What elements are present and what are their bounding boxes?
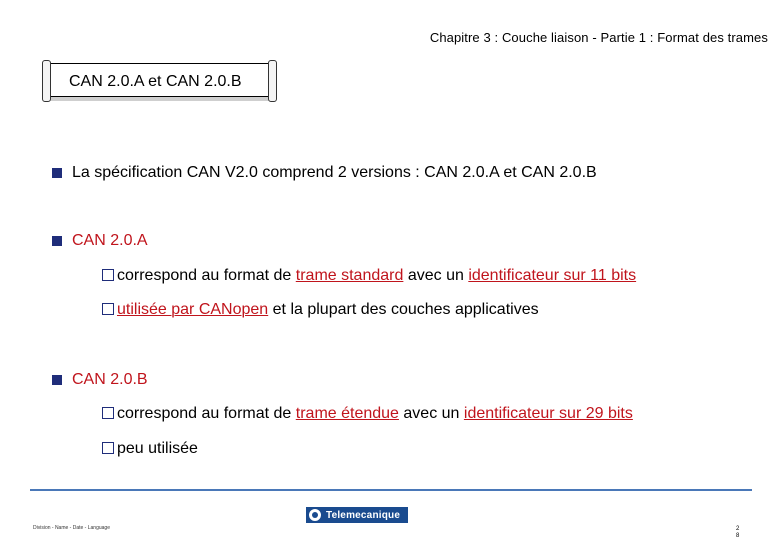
item-text: avec un	[398, 405, 464, 422]
filled-square-bullet-icon	[52, 168, 62, 178]
page-number	[736, 526, 739, 540]
scroll-right-cap	[268, 60, 277, 102]
hollow-square-bullet-icon	[102, 442, 114, 454]
page-number-line2: 8	[736, 533, 740, 539]
item-text: peu utilisée	[117, 440, 198, 457]
section-b-title: CAN 2.0.B	[72, 371, 148, 388]
item-highlight: utilisée par CANopen	[117, 301, 269, 318]
hollow-square-bullet-icon	[102, 407, 114, 419]
item-text: correspond au format de	[117, 405, 296, 422]
section-b-item-2	[102, 440, 198, 458]
scroll-banner	[44, 63, 270, 97]
section-a-title: CAN 2.0.A	[72, 232, 148, 249]
logo-text: Telemecanique	[326, 509, 401, 521]
footer-meta: Division - Name - Date - Language	[33, 525, 110, 531]
section-title-scroll	[44, 63, 274, 101]
item-highlight: trame étendue	[295, 405, 399, 422]
filled-square-bullet-icon	[52, 375, 62, 385]
telemecanique-logo-icon	[308, 508, 322, 522]
footer-divider	[30, 489, 752, 491]
section-a-item-1	[102, 267, 636, 285]
chapter-header: Chapitre 3 : Couche liaison - Partie 1 : Format des trames	[429, 30, 768, 45]
item-text: avec un	[403, 267, 469, 284]
section-a-item-2	[102, 301, 539, 319]
item-text: et la plupart des couches applicatives	[268, 301, 539, 318]
item-highlight: identificateur sur 11 bits	[468, 267, 637, 284]
item-highlight: trame standard	[295, 267, 404, 284]
item-text: correspond au format de	[117, 267, 296, 284]
page-number-line1: 2	[736, 526, 740, 532]
scroll-left-cap	[42, 60, 51, 102]
hollow-square-bullet-icon	[102, 269, 114, 281]
hollow-square-bullet-icon	[102, 303, 114, 315]
filled-square-bullet-icon	[52, 236, 62, 246]
telemecanique-logo	[306, 507, 408, 523]
intro-text: La spécification CAN V2.0 comprend 2 versions : CAN 2.0.A et CAN 2.0.B	[72, 164, 597, 181]
section-title: CAN 2.0.A et CAN 2.0.B	[69, 73, 242, 90]
item-highlight: identificateur sur 29 bits	[463, 405, 633, 422]
section-b-item-1	[102, 405, 633, 423]
